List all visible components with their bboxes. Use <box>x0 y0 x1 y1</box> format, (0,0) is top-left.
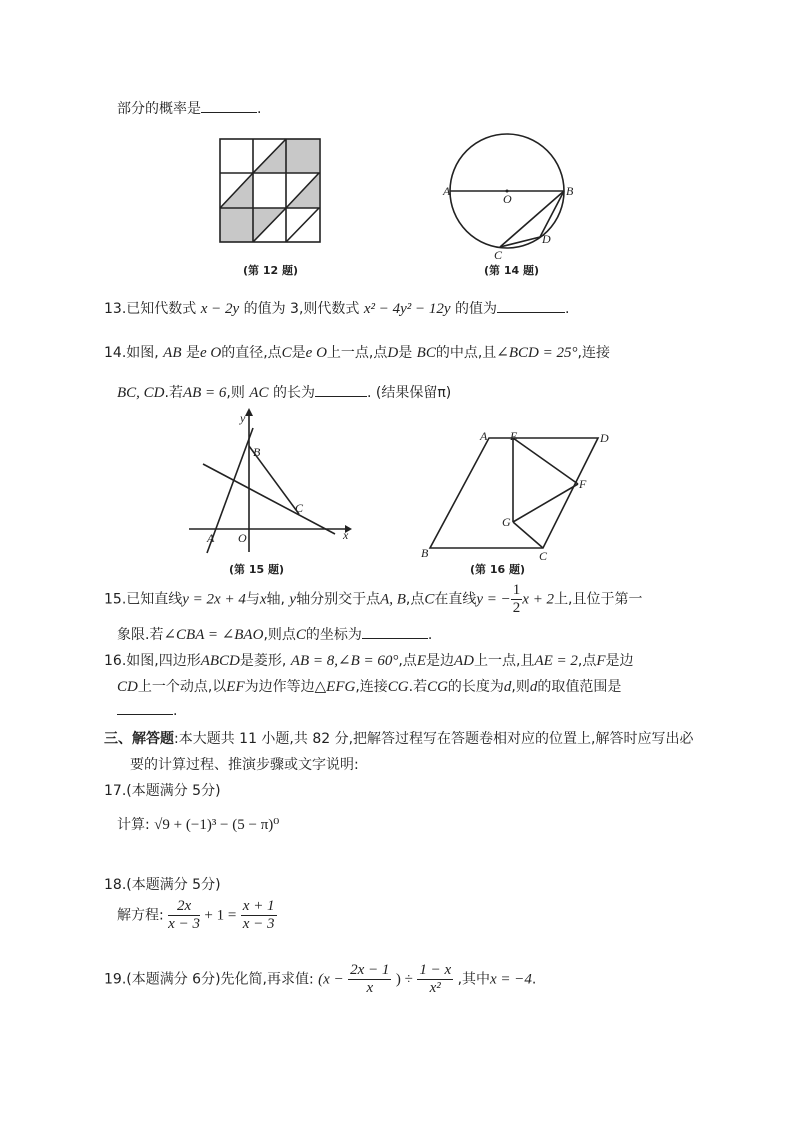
figure-15-caption: (第 15 题) <box>229 563 285 576</box>
answer-blank <box>315 384 367 397</box>
fraction-2x-1-over-x: $\frac{2x - 1}{x}$ <box>350 962 390 996</box>
label-A: A <box>443 184 451 198</box>
question-16-line-1: 16.如图,四边形ABCD是菱形, AB = 8,∠B = 60°,点E是边AD上一点,且AE = 2,点F是边 <box>104 653 634 669</box>
question-18-head: 18.(本题满分 5分) <box>104 877 221 893</box>
question-16-line-3: . <box>117 702 177 719</box>
fraction-2x-over-x-3: $\frac{2x}{x - 3}$ <box>168 898 200 932</box>
question-15-line-1: 15.已知直线y = 2x + 4与x轴, y轴分别交于点A, B,点C在直线y = − $\frac{1}{2}$ x + 2上,且位于第一 <box>104 582 643 616</box>
label-C: C <box>295 501 304 515</box>
figure-16-caption: (第 16 题) <box>470 563 526 576</box>
q12-tail: 部分的概率是 . <box>117 101 262 117</box>
label-C: C <box>494 248 503 260</box>
label-D: D <box>542 232 551 246</box>
fraction-x1-over-x-3: $\frac{x + 1}{x - 3}$ <box>242 898 275 932</box>
section-3-line-2: 要的计算过程、推演步骤或文字说明: <box>130 757 359 773</box>
figure-12-caption: (第 12 题) <box>243 264 299 277</box>
label-E: E <box>510 429 518 443</box>
label-O: O <box>503 192 512 206</box>
answer-blank <box>362 626 428 639</box>
question-17-head: 17.(本题满分 5分) <box>104 783 221 799</box>
label-C: C <box>539 549 548 562</box>
label-F: F <box>579 477 587 491</box>
label-A: A <box>480 429 488 443</box>
figure-14-circle <box>440 125 580 260</box>
label-G: G <box>502 515 511 529</box>
label-D: D <box>600 431 609 445</box>
axis-y-label: y <box>240 411 246 425</box>
label-B: B <box>253 445 261 459</box>
label-O: O <box>238 531 247 545</box>
answer-blank <box>201 100 257 113</box>
answer-blank <box>497 300 565 313</box>
figure-15-coordinate <box>185 408 355 558</box>
question-19: 19.(本题满分 6分)先化简,再求值: (x − $\frac{2x - 1}{x}$ ) ÷ $\frac{1 - x}{\text{x²}}$ ,其中x = −4. <box>104 962 537 996</box>
label-B: B <box>566 184 574 198</box>
figure-16-rhombus <box>418 426 618 562</box>
question-14-line-1: 14.如图, AB 是e O的直径,点C是e O上一点,点D是 BC的中点,且∠BCD = 25°,连接 <box>104 345 610 361</box>
question-14-line-2: BC, CD.若AB = 6,则 AC 的长为 . (结果保留π) <box>117 385 452 401</box>
label-B: B <box>421 546 429 560</box>
axis-x-label: x <box>343 528 349 542</box>
question-17-body: 计算: √9 + (−1)³ − (5 − π)⁰ <box>117 817 280 833</box>
section-3-heading: 三、解答题:本大题共 11 小题,共 82 分,把解答过程写在答题卷相对应的位置上,解答时应写出必 <box>104 731 694 747</box>
figure-14-caption: (第 14 题) <box>484 264 540 277</box>
question-16-line-2: CD上一个动点,以EF为边作等边△EFG,连接CG.若CG的长度为d,则d的取值范围是 <box>117 679 622 695</box>
question-15-line-2: 象限.若∠CBA = ∠BAO,则点C的坐标为 . <box>117 627 433 643</box>
figure-12-grid <box>219 138 322 244</box>
question-18-body: 解方程: $\frac{2x}{x - 3}$ + 1 = $\frac{x + 1}{x - 3}$ <box>117 898 275 932</box>
fraction-1-x-over-x2: $\frac{1 - x}{\text{x²}}$ <box>419 962 452 996</box>
question-13: 13.已知代数式 x − 2y 的值为 3,则代数式 x² − 4y² − 12y 的值为 . <box>104 301 570 317</box>
fraction-one-half: $\frac{1}{2}$ <box>512 582 521 616</box>
label-A: A <box>207 531 215 545</box>
answer-blank <box>117 702 173 715</box>
